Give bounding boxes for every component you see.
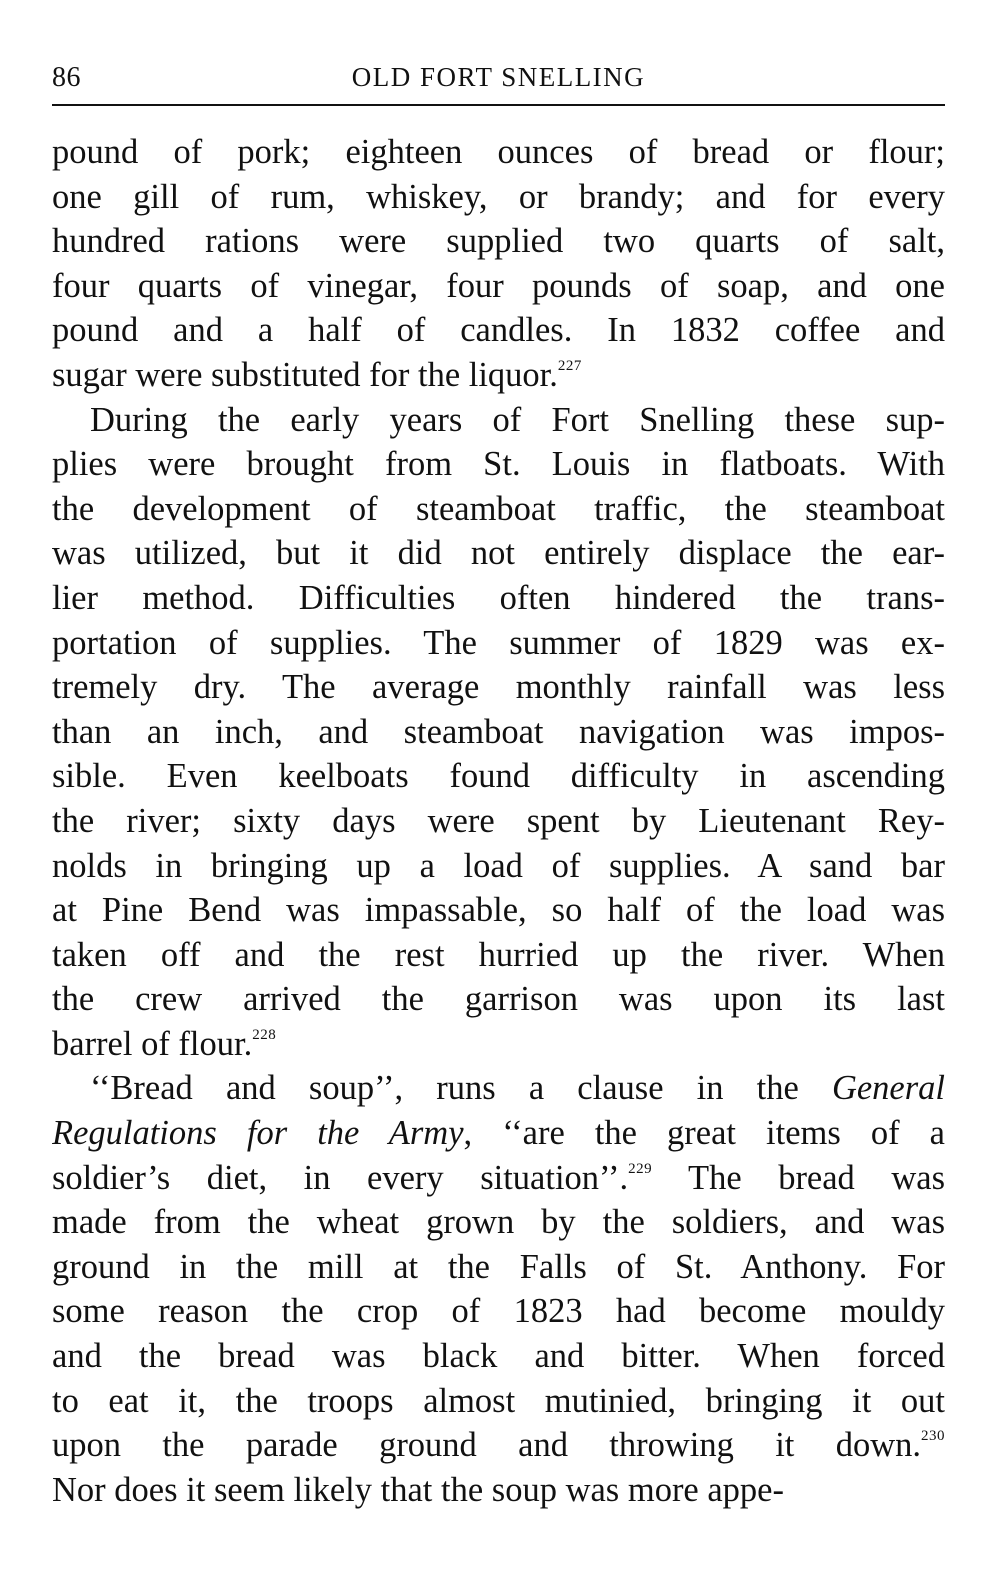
text-line: ground in the mill at the Falls of St. Anthony. For — [52, 1247, 945, 1286]
book-page — [52, 54, 945, 1512]
text-line: plies were brought from St. Louis in flatboats. With — [52, 445, 945, 484]
text-line: Regulations for the Army, ‘‘are the great items of a — [52, 1114, 945, 1153]
text-line: pound of pork; eighteen ounces of bread or flour; — [52, 133, 945, 171]
footnote-ref: 230 — [921, 1428, 945, 1445]
text-line: nolds in bringing up a load of supplies. A sand bar — [52, 846, 945, 885]
footnote-ref: 229 — [628, 1160, 653, 1177]
text-line: the development of steamboat traffic, the steamboat — [52, 489, 945, 528]
paragraph — [52, 1066, 945, 1512]
text-line: at Pine Bend was impassable, so half of the load was — [52, 891, 945, 930]
text-line: one gill of rum, whiskey, or brandy; and for every — [52, 177, 945, 216]
footnote-ref: 228 — [252, 1026, 277, 1043]
running-title: OLD FORT SNELLING — [351, 62, 646, 92]
text-line: the crew arrived the garrison was upon its last — [52, 980, 945, 1019]
italic-title: Regulations for the Army — [52, 1114, 464, 1153]
text-line: barrel of flour.$^{228}$ — [52, 1024, 277, 1063]
page-number: 86 — [52, 62, 81, 93]
text-line: sible. Even keelboats found difficulty in ascending — [52, 757, 945, 796]
text-line: hundred rations were supplied two quarts of salt, — [52, 222, 945, 261]
text-line: was utilized, but it did not entirely displace the ear- — [52, 534, 945, 573]
paragraph — [52, 130, 945, 398]
text-line: upon the parade ground and throwing it down.$^{230}$ — [52, 1426, 945, 1465]
text-line: During the early years of Fort Snelling these sup- — [90, 400, 945, 439]
running-head — [52, 54, 945, 106]
text-line: the river; sixty days were spent by Lieutenant Rey- — [52, 801, 945, 840]
text-line: portation of supplies. The summer of 1829 was ex- — [52, 623, 945, 662]
text-line: tremely dry. The average monthly rainfall was less — [52, 668, 945, 707]
text-line: and the bread was black and bitter. When forced — [52, 1337, 945, 1376]
text-line: lier method. Difficulties often hindered the trans- — [52, 578, 945, 617]
text-line: sugar were substituted for the liquor.$^{227}$ — [52, 355, 582, 394]
text-line: than an inch, and steamboat navigation was impos- — [52, 712, 945, 751]
text-line: soldier’s diet, in every situation’’.$^{229}$ The bread was — [52, 1158, 945, 1197]
italic-title: General — [831, 1069, 945, 1108]
text-line: taken off and the rest hurried up the river. When — [52, 935, 945, 974]
text-line: Nor does it seem likely that the soup was more appe- — [52, 1470, 784, 1509]
text-line: to eat it, the troops almost mutinied, bringing it out — [52, 1381, 945, 1420]
paragraph — [52, 398, 945, 1067]
text-line: four quarts of vinegar, four pounds of soap, and one — [52, 266, 945, 305]
body-text — [52, 130, 945, 1512]
text-line: made from the wheat grown by the soldiers, and was — [52, 1203, 945, 1242]
text-line: ‘‘Bread and soup’’, runs a clause in the General — [90, 1069, 945, 1108]
text-line: some reason the crop of 1823 had become mouldy — [52, 1292, 945, 1331]
footnote-ref: 227 — [557, 357, 582, 374]
text-line: pound and a half of candles. In 1832 coffee and — [52, 311, 945, 350]
